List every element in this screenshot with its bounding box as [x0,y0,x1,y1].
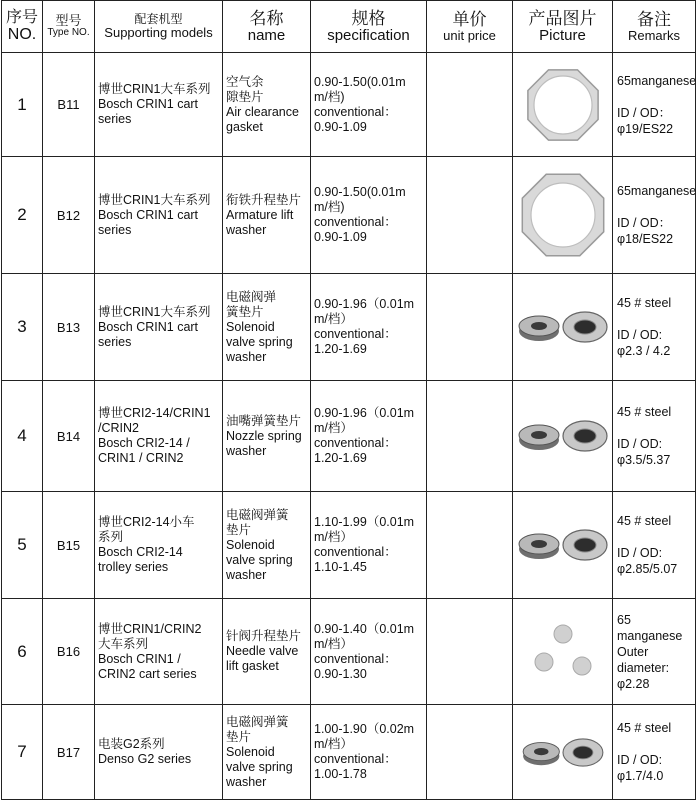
part-name: 针阀升程垫片 Needle valve lift gasket [223,599,311,705]
header-price-en: unit price [443,27,496,43]
remarks: 65manganese ID / OD： φ19/ES22 [613,53,696,157]
top-view-washer [563,312,607,342]
part-name: 空气余 隙垫片 Air clearance gasket [223,53,311,157]
picture-cell [513,705,613,800]
picture-cell [513,157,613,274]
type-number: B15 [43,492,95,599]
header-type-en: Type NO. [47,27,90,39]
specification: 0.90-1.40（0.01m m/档） conventional： 0.90-1.30 [311,599,427,705]
picture-cell [513,274,613,381]
steel-washer-pair-icon [514,279,612,375]
remarks: 45 # steel ID / OD: φ1.7/4.0 [613,705,696,800]
part-name: 电磁阀弹簧 垫片 Solenoid valve spring washer [223,492,311,599]
shim-disc [535,653,553,671]
table-row [2,492,696,599]
type-number: B11 [43,53,95,157]
specification: 1.10-1.99（0.01m m/档） conventional： 1.10-1.45 [311,492,427,599]
specification: 0.90-1.96（0.01m m/档） conventional： 1.20-1.69 [311,381,427,492]
unit-price [427,381,513,492]
header-picture-en: Picture [539,26,586,44]
unit-price [427,274,513,381]
header-spec-cn: 规格 [351,8,386,28]
part-name: 电磁阀弹 簧垫片 Solenoid valve spring washer [223,274,311,381]
side-view-washer [519,534,559,559]
supporting-models: 博世CRIN1大车系列 Bosch CRIN1 cart series [95,53,223,157]
header-name [223,1,311,53]
header-no [2,1,43,53]
part-name: 衔铁升程垫片 Armature lift washer [223,157,311,274]
supporting-models: 博世CRIN1大车系列 Bosch CRIN1 cart series [95,157,223,274]
table-row [2,157,696,274]
supporting-models: 博世CRI2-14小车 系列 Bosch CRI2-14 trolley series [95,492,223,599]
header-models [95,1,223,53]
supporting-models: 电装G2系列 Denso G2 series [95,705,223,800]
part-name: 电磁阀弹簧 垫片 Solenoid valve spring washer [223,705,311,800]
header-picture [513,1,613,53]
row-number: 7 [2,705,43,800]
picture-cell [513,492,613,599]
table-row [2,705,696,800]
header-type [43,1,95,53]
side-view-washer [523,742,559,765]
shim-disc [554,625,572,643]
table-row [2,381,696,492]
type-number: B12 [43,157,95,274]
side-view-washer [519,316,559,341]
header-type-cn: 型号 [55,13,82,29]
picture-cell [513,599,613,705]
table-row [2,53,696,157]
small-disc-shims-icon [514,604,612,700]
supporting-models: 博世CRIN1/CRIN2 大车系列 Bosch CRIN1 / CRIN2 cart series [95,599,223,705]
shim-disc [573,657,591,675]
row-number: 5 [2,492,43,599]
header-picture-cn: 产品图片 [528,8,597,28]
type-number: B14 [43,381,95,492]
top-view-washer [563,421,607,451]
supporting-models: 博世CRI2-14/CRIN1 /CRIN2 Bosch CRI2-14 / CRIN1 / CRIN2 [95,381,223,492]
table-row [2,274,696,381]
unit-price [427,53,513,157]
row-number: 1 [2,53,43,157]
row-number: 6 [2,599,43,705]
remarks: 45 # steel ID / OD: φ2.85/5.07 [613,492,696,599]
supporting-models: 博世CRIN1大车系列 Bosch CRIN1 cart series [95,274,223,381]
remarks: 45 # steel ID / OD: φ2.3 / 4.2 [613,274,696,381]
row-number: 2 [2,157,43,274]
header-models-en: Supporting models [104,24,213,40]
product-table [1,0,696,800]
steel-washer-pair-icon [514,709,612,796]
header-spec [311,1,427,53]
top-view-washer [563,738,603,765]
type-number: B17 [43,705,95,800]
unit-price [427,705,513,800]
header-remarks-cn: 备注 [637,9,671,29]
header-no-en: NO. [7,25,37,43]
remarks: 45 # steel ID / OD: φ3.5/5.37 [613,381,696,492]
specification: 0.90-1.50(0.01m m/档) conventional： 0.90-1.09 [311,157,427,274]
row-number: 4 [2,381,43,492]
row-number: 3 [2,274,43,381]
remarks: 65manganese ID / OD： φ18/ES22 [613,157,696,274]
header-no-cn: 序号 [5,8,38,26]
top-view-washer [563,530,607,560]
header-row [2,1,696,53]
header-name-cn: 名称 [249,8,284,28]
steel-washer-pair-icon [514,497,612,593]
specification: 0.90-1.96（0.01m m/档） conventional： 1.20-1.69 [311,274,427,381]
unit-price [427,599,513,705]
header-remarks-en: Remarks [627,27,680,43]
header-models-cn: 配套机型 [134,12,183,27]
header-price [427,1,513,53]
picture-cell [513,381,613,492]
side-view-washer [519,425,559,450]
unit-price [427,157,513,274]
unit-price [427,492,513,599]
header-spec-en: specification [327,26,410,44]
part-name: 油嘴弹簧垫片 Nozzle spring washer [223,381,311,492]
remarks: 65 manganese Outer diameter: φ2.28 [613,599,696,705]
type-number: B16 [43,599,95,705]
type-number: B13 [43,274,95,381]
table-row [2,599,696,705]
hex-washer-icon [514,167,612,263]
picture-cell [513,53,613,157]
header-remarks [613,1,696,53]
header-name-en: name [247,26,286,44]
steel-washer-pair-icon [514,388,612,484]
specification: 0.90-1.50(0.01m m/档) conventional： 0.90-1.09 [311,53,427,157]
hex-gasket-icon [514,57,612,153]
header-price-cn: 单价 [452,9,487,29]
specification: 1.00-1.90（0.02m m/档） conventional： 1.00-1.78 [311,705,427,800]
